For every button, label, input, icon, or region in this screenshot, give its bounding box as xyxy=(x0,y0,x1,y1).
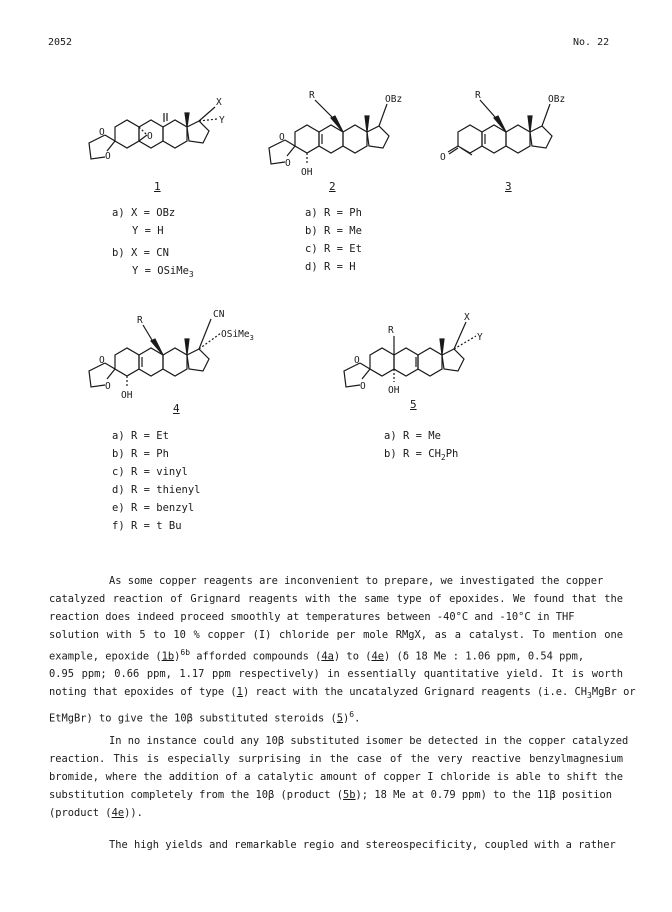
paragraph-2-line-1: In no instance could any 10β substituted isomer be detected in the copper catalyzed xyxy=(109,735,629,747)
paragraph-2-line-3: bromide, where the addition of a catalytic amount of copper I chloride is able to shift the xyxy=(49,771,623,783)
hydroxyl-group: OH xyxy=(388,385,400,396)
paragraph-3 xyxy=(49,836,623,854)
paragraph-1-line-1: As some copper reagents are inconvenient to prepare, we investigated the copper xyxy=(109,575,604,587)
ketal-oxygen-1: O xyxy=(99,355,105,366)
structure-compound-5 xyxy=(330,300,510,405)
paragraph-1-line-4: solution with 5 to 10 % copper (I) chloride per mole RMgX, as a catalyst. To mention one xyxy=(49,629,623,641)
hydroxyl-group: OH xyxy=(301,167,313,178)
structure-compound-2 xyxy=(255,82,435,187)
compound-5-option-b: b) $R = CH_2Ph$ xyxy=(384,448,459,463)
substituent-cn: CN xyxy=(213,309,225,320)
compound-1-option-a: a) X = OBz xyxy=(112,207,176,219)
compound-number-4: 4 xyxy=(173,402,180,415)
substituent-r: R xyxy=(475,90,481,101)
compound-number-3: 3 xyxy=(505,180,512,193)
compound-4-option-d: d) R = thienyl xyxy=(112,484,201,496)
compound-2-option-a: a) R = Ph xyxy=(305,207,362,219)
paragraph-1-line-6: 0.95 ppm; 0.66 ppm, 1.17 ppm respectively) in essentially quantitative yield. It is worth xyxy=(49,668,623,681)
structure-compound-1 xyxy=(75,85,255,190)
hydroxyl-group: OH xyxy=(121,390,133,401)
structure-compound-3 xyxy=(428,82,598,187)
compound-1-option-b: b) X = CN xyxy=(112,247,169,259)
structure-compound-4 xyxy=(75,305,275,410)
compound-1-option-b-y: Y = OSiMe$_3$ xyxy=(132,265,194,280)
paragraph-2-line-5: (product (4e)). xyxy=(49,807,143,819)
substituent-x: X xyxy=(464,312,470,323)
epoxide-oxygen: O xyxy=(147,131,153,142)
ketone-oxygen: O xyxy=(440,152,446,163)
substituent-y: Y xyxy=(219,115,225,126)
paragraph-1-line-3: reaction does indeed proceed smoothly at temperatures between -40°C and -10°C in THF xyxy=(49,611,575,623)
substituent-r: R xyxy=(388,325,394,336)
ketal-oxygen-1: O xyxy=(99,127,105,138)
paragraph-1-line-2: catalyzed reaction of Grignard reagents with the same type of epoxides. We found that the xyxy=(49,593,623,605)
compound-5-option-a: a) R = Me xyxy=(384,430,441,442)
compound-4-option-b: b) R = Ph xyxy=(112,448,169,460)
ketal-oxygen-2: O xyxy=(105,151,111,162)
substituent-r: R xyxy=(309,90,315,101)
compound-4-option-a: a) R = Et xyxy=(112,430,169,442)
substituent-obz: OBz xyxy=(385,94,403,105)
compound-2-option-d: d) R = H xyxy=(305,261,356,273)
paragraph-1 xyxy=(49,572,636,727)
paragraph-2 xyxy=(49,732,629,822)
ketal-oxygen-2: O xyxy=(105,381,111,392)
compound-2-option-b: b) R = Me xyxy=(305,225,362,237)
compound-number-5: 5 xyxy=(410,398,417,411)
substituent-osime3: OSiMe$_3$ xyxy=(221,329,254,342)
substituent-r: R xyxy=(137,315,143,326)
ketal-oxygen-1: O xyxy=(354,355,360,366)
compound-2-option-c: c) R = Et xyxy=(305,243,362,255)
compound-1-option-a-y: Y = H xyxy=(132,225,164,237)
compound-number-1: 1 xyxy=(154,180,161,193)
ketal-oxygen-2: O xyxy=(360,381,366,392)
substituent-x: X xyxy=(216,97,222,108)
paragraph-1-line-8: EtMgBr) to give the 10β substituted steroids $(5)^6$. xyxy=(49,709,361,725)
paragraph-1-line-5: example, epoxide $(1b)^{6b}$ afforded compounds (4a) to (4e) (δ 18 Me : 1.06 ppm, 0.54 ppm, xyxy=(49,648,585,663)
paragraph-1-line-7: noting that epoxides of type (1) react with the uncatalyzed Grignard reagents (i.e. $CH_3MgBr$ or xyxy=(49,686,636,701)
page-number: 2052 xyxy=(48,37,73,48)
ketal-oxygen-2: O xyxy=(285,158,291,169)
substituent-y: Y xyxy=(477,332,483,343)
compound-number-2: 2 xyxy=(329,180,336,193)
compound-4-option-c: c) R = vinyl xyxy=(112,466,188,478)
paragraph-3-line-1: The high yields and remarkable regio and stereospecificity, coupled with a rather xyxy=(109,839,616,851)
paragraph-2-line-2: reaction. This is especially surprising in the case of the very reactive benzylmagnesium xyxy=(49,753,623,765)
paragraph-2-line-4: substitution completely from the 10β (product (5b); 18 Me at 0.79 ppm) to the 11β position xyxy=(49,789,613,801)
compound-4-option-e: e) R = benzyl xyxy=(112,502,195,514)
ketal-oxygen-1: O xyxy=(279,132,285,143)
journal-issue: No. 22 xyxy=(573,37,610,48)
compound-4-option-f: f) R = t Bu xyxy=(112,520,182,532)
substituent-obz: OBz xyxy=(548,94,566,105)
